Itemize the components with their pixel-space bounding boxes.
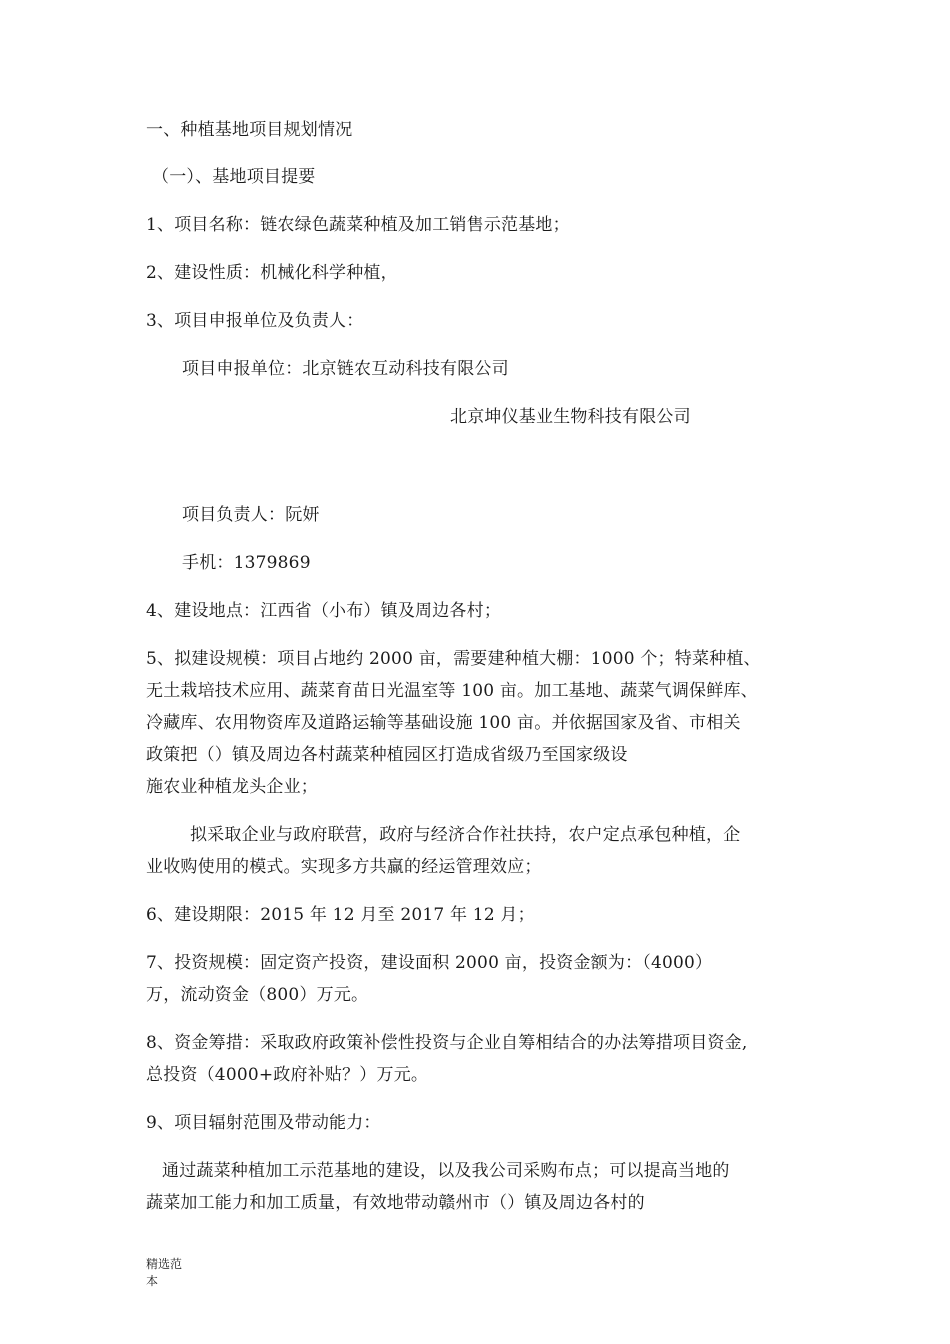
item-scale-line3: 冷藏库、农用物资库及道路运输等基础设施 100 亩。并依据国家及省、市相关	[146, 713, 741, 733]
item-scale-line1: 5、拟建设规模：项目占地约 2000 亩，需要建种植大棚：1000 个；特菜种植、	[146, 649, 761, 669]
item-project-name: 1、项目名称：链农绿色蔬菜种植及加工销售示范基地；	[146, 215, 570, 235]
item-scale-line4: 政策把（）镇及周边各村蔬菜种植园区打造成省级乃至国家级设	[146, 745, 628, 765]
item-scale-line5: 施农业种植龙头企业；	[146, 777, 318, 797]
item-construction-nature: 2、建设性质：机械化科学种植，	[146, 263, 398, 283]
operation-mode-line2: 业收购使用的模式。实现多方共赢的经运管理效应；	[146, 857, 542, 877]
item-investment-line1: 7、投资规模：固定资产投资，建设面积 2000 亩，投资金额为：（4000）	[146, 953, 713, 973]
item-location: 4、建设地点：江西省（小布）镇及周边各村；	[146, 601, 502, 621]
applicant-unit-line2: 北京坤仪基业生物科技有限公司	[450, 407, 691, 427]
footer-note	[146, 1256, 182, 1290]
section-title: 一、种植基地项目规划情况	[146, 120, 353, 140]
item-investment-line2: 万，流动资金（800）万元。	[146, 985, 369, 1005]
person-in-charge: 项目负责人：阮妍	[182, 505, 320, 525]
item-applicant-heading: 3、项目申报单位及负责人：	[146, 311, 364, 331]
item-scale-line2: 无土栽培技术应用、蔬菜育苗日光温室等 100 亩。加工基地、蔬菜气调保鲜库、	[146, 681, 758, 701]
applicant-unit-line1: 项目申报单位：北京链农互动科技有限公司	[182, 359, 509, 379]
footer-line2: 本	[146, 1274, 159, 1288]
item-funding-line1: 8、资金筹措：采取政府政策补偿性投资与企业自筹相结合的办法筹措项目资金,	[146, 1033, 748, 1053]
radiation-paragraph-line2: 蔬菜加工能力和加工质量，有效地带动赣州市（）镇及周边各村的	[146, 1193, 645, 1213]
phone-number: 手机：1379869	[182, 553, 311, 573]
subsection-title: （一）、基地项目提要	[152, 167, 316, 187]
footer-line1: 精选范	[146, 1257, 183, 1271]
item-funding-line2: 总投资（4000+政府补贴？）万元。	[146, 1065, 429, 1085]
radiation-paragraph-line1: 通过蔬菜种植加工示范基地的建设，以及我公司采购布点；可以提高当地的	[162, 1161, 730, 1181]
operation-mode-line1: 拟采取企业与政府联营，政府与经济合作社扶持，农户定点承包种植，企	[190, 825, 741, 845]
item-radiation-heading: 9、项目辐射范围及带动能力：	[146, 1113, 381, 1133]
item-construction-period: 6、建设期限：2015 年 12 月至 2017 年 12 月；	[146, 905, 535, 925]
